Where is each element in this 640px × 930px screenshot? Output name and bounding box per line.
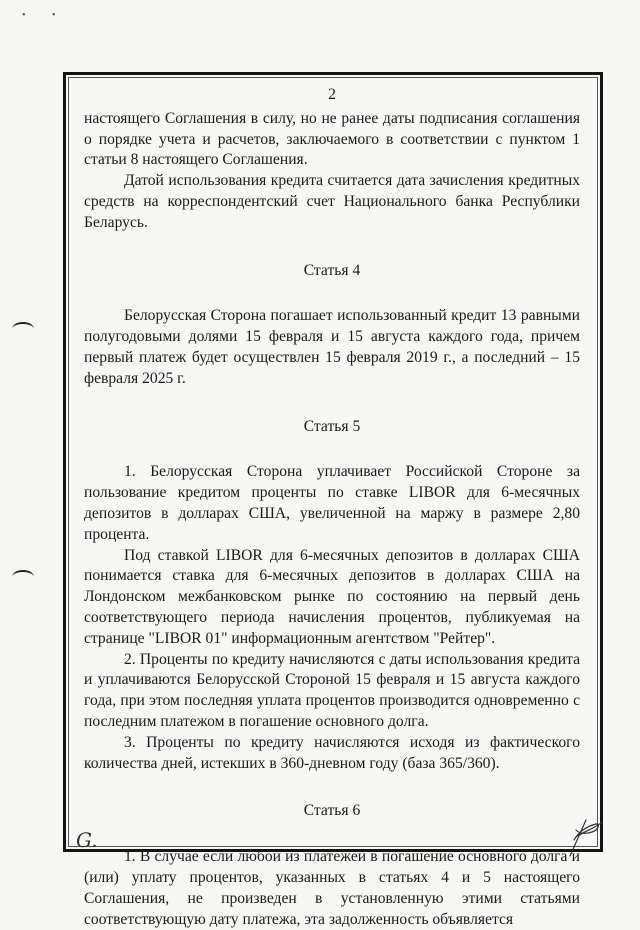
page-number: 2 [328,86,336,103]
paragraph: 1. В случае если любой из платежей в погашение основного долга и (или) уплату процентов, указанных в статьях 4 и 5 настоящего Соглашения, не произведен в установленную этими статьями соответствующую дату платежа, эта задолженность объявляется [84,848,580,928]
paragraph: настоящего Соглашения в силу, но не ранее даты подписания соглашения о порядке учета и расчетов, заключаемого в соответствии с пунктом 1 статьи 8 настоящего Соглашения. [84,109,580,169]
binding-hole-mark [12,322,34,336]
paragraph: Датой использования кредита считается дата зачисления кредитных средств на корреспондентский счет Национального банка Республики Беларусь. [84,172,580,231]
document-body [84,85,580,930]
paragraph: 2. Проценты по кредиту начисляются с даты использования кредита и уплачиваются Белорусской Стороной 15 февраля и 15 августа каждого года, при этом последняя уплата процентов производится одновременно с последним платежом в погашение основного долга. [84,650,580,730]
paragraph: Под ставкой LIBOR для 6-месячных депозитов в долларах США понимается ставка для 6-месячных депозитов в долларах США на Лондонском межбанковском рынке по состоянию на первый день соответствующего периода начисления процентов, публикуемая на странице "LIBOR 01" информационным агентством "Рейтер". [84,546,580,647]
paragraph: Белорусская Сторона погашает использованный кредит 13 равными полугодовыми долями 15 февраля и 15 августа каждого года, причем первый платеж будет осуществлен 15 февраля 2019 г., а последний – 15 февраля 2025 г. [84,307,580,387]
article-heading: Статья 5 [303,417,361,435]
article-heading: Статья 6 [303,802,361,820]
paragraph: 3. Проценты по кредиту начисляются исходя из фактического количества дней, истекших в 360-дневном году (база 365/360). [84,733,580,772]
article-heading: Статья 4 [303,261,361,279]
binding-hole-mark [12,570,34,584]
signature-icon [566,800,606,860]
paragraph: 1. Белорусская Сторона уплачивает Российской Стороне за пользование кредитом проценты по ставке LIBOR для 6-месячных депозитов в долларах США, увеличенной на маржу в размере 2,80 процента. [84,463,580,543]
handwritten-initials: G. [76,828,98,852]
page-border [63,72,603,928]
scan-dot: • [52,10,56,21]
scan-dot: • [22,10,26,21]
